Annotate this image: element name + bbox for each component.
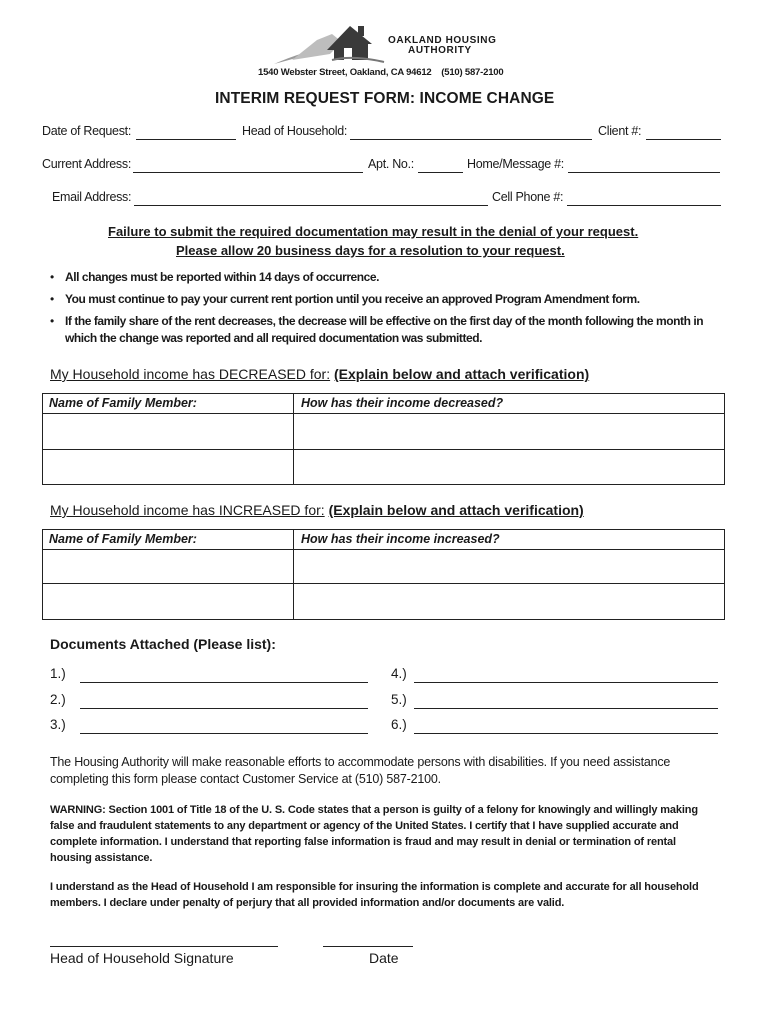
cell-phone-field[interactable] [567,205,721,206]
apt-no-label: Apt. No.: [368,157,414,171]
notice-business-days: Please allow 20 business days for a resolution to your request. [176,243,565,258]
cell-phone-label: Cell Phone #: [492,190,564,204]
decreased-name-cell-2[interactable] [44,451,292,483]
increased-how-cell-2[interactable] [295,585,723,618]
doc-item-3-label: 3.) [50,717,66,732]
decreased-col-how: How has their income decreased? [301,396,504,410]
decreased-heading [50,366,589,382]
increased-how-cell-1[interactable] [295,551,723,582]
list-item [50,290,720,309]
doc-item-6-field[interactable] [414,733,718,734]
increased-heading [50,502,584,518]
oha-logo [272,20,387,66]
accommodation-text: The Housing Authority will make reasonable efforts to accommodate persons with disabilities. If you need assistance completing this form please contact Customer Service at (510) 587-2100. [50,755,671,786]
head-of-household-label: Head of Household: [242,124,348,138]
doc-item-1-label: 1.) [50,666,66,681]
client-no-label: Client #: [598,124,642,138]
table-header-divider [43,549,724,550]
bullet-text: If the family share of the rent decreases, the decrease will be effective on the first day of the month following the month in which the change was reported and all required documentation was submitted. [65,314,704,345]
documents-heading: Documents Attached (Please list): [50,636,276,652]
bullet-list [50,268,720,347]
client-no-field[interactable] [646,139,721,140]
bullet-dot: • [50,292,55,306]
current-address-label: Current Address: [42,157,131,171]
doc-item-4-field[interactable] [414,682,718,683]
increased-col-how: How has their income increased? [301,532,500,546]
date-field[interactable] [323,946,413,947]
list-item [50,312,720,347]
increased-heading-text: My Household income has INCREASED for: [50,502,325,518]
doc-item-3-field[interactable] [80,733,368,734]
increased-col-name: Name of Family Member: [49,532,197,546]
org-name-line1: OAKLAND HOUSING [388,35,497,46]
doc-item-1-field[interactable] [80,682,368,683]
increased-name-cell-1[interactable] [44,551,292,582]
increased-table [42,529,725,620]
head-of-household-field[interactable] [350,139,592,140]
form-title: INTERIM REQUEST FORM: INCOME CHANGE [215,90,555,107]
decreased-col-name: Name of Family Member: [49,396,197,410]
bullet-text: You must continue to pay your current rent portion until you receive an approved Program Amendment form. [65,292,640,306]
increased-heading-instruction: (Explain below and attach verification) [328,502,584,518]
signature-field[interactable] [50,946,278,947]
list-item [50,268,720,287]
org-address: 1540 Webster Street, Oakland, CA 94612 (510) 587-2100 [258,67,504,78]
apt-no-field[interactable] [418,172,463,173]
decreased-heading-text: My Household income has DECREASED for: [50,366,331,382]
current-address-field[interactable] [133,172,363,173]
org-name-line2: AUTHORITY [408,45,472,56]
doc-item-6-label: 6.) [391,717,407,732]
doc-item-2-label: 2.) [50,692,66,707]
home-message-field[interactable] [568,172,720,173]
bullet-dot: • [50,314,55,328]
table-row-divider [43,583,724,584]
home-message-label: Home/Message #: [467,157,564,171]
doc-item-2-field[interactable] [80,708,368,709]
house-logo-icon [272,20,387,66]
decreased-table [42,393,725,485]
table-header-divider [43,413,724,414]
certification-text: I understand as the Head of Household I am responsible for insuring the information is complete and accurate for all household members. I declare under penalty of perjury that all provided information and/or documents are valid. [50,881,699,909]
increased-name-cell-2[interactable] [44,585,292,618]
decreased-heading-instruction: (Explain below and attach verification) [334,366,590,382]
decreased-how-cell-1[interactable] [295,415,723,448]
doc-item-4-label: 4.) [391,666,407,681]
warning-text: WARNING: Section 1001 of Title 18 of the U. S. Code states that a person is guilty of a felony for knowingly and willingly making false and fraudulent statements to any department or agency of the United States. I certify that I have supplied accurate and complete information. I understand that reporting false information is fraud and may result in denial or termination of rental housing assistance. [50,804,698,864]
date-of-request-label: Date of Request: [42,124,132,138]
email-address-field[interactable] [134,205,488,206]
date-label: Date [369,950,399,966]
table-column-divider [293,394,294,484]
table-row-divider [43,449,724,450]
decreased-name-cell-1[interactable] [44,415,292,448]
decreased-how-cell-2[interactable] [295,451,723,483]
notice-failure: Failure to submit the required documentation may result in the denial of your request. [108,224,639,239]
bullet-dot: • [50,270,55,284]
doc-item-5-field[interactable] [414,708,718,709]
doc-item-5-label: 5.) [391,692,407,707]
date-of-request-field[interactable] [136,139,236,140]
bullet-text: All changes must be reported within 14 days of occurrence. [65,270,379,284]
signature-label: Head of Household Signature [50,950,234,966]
email-address-label: Email Address: [52,190,132,204]
table-column-divider [293,530,294,619]
